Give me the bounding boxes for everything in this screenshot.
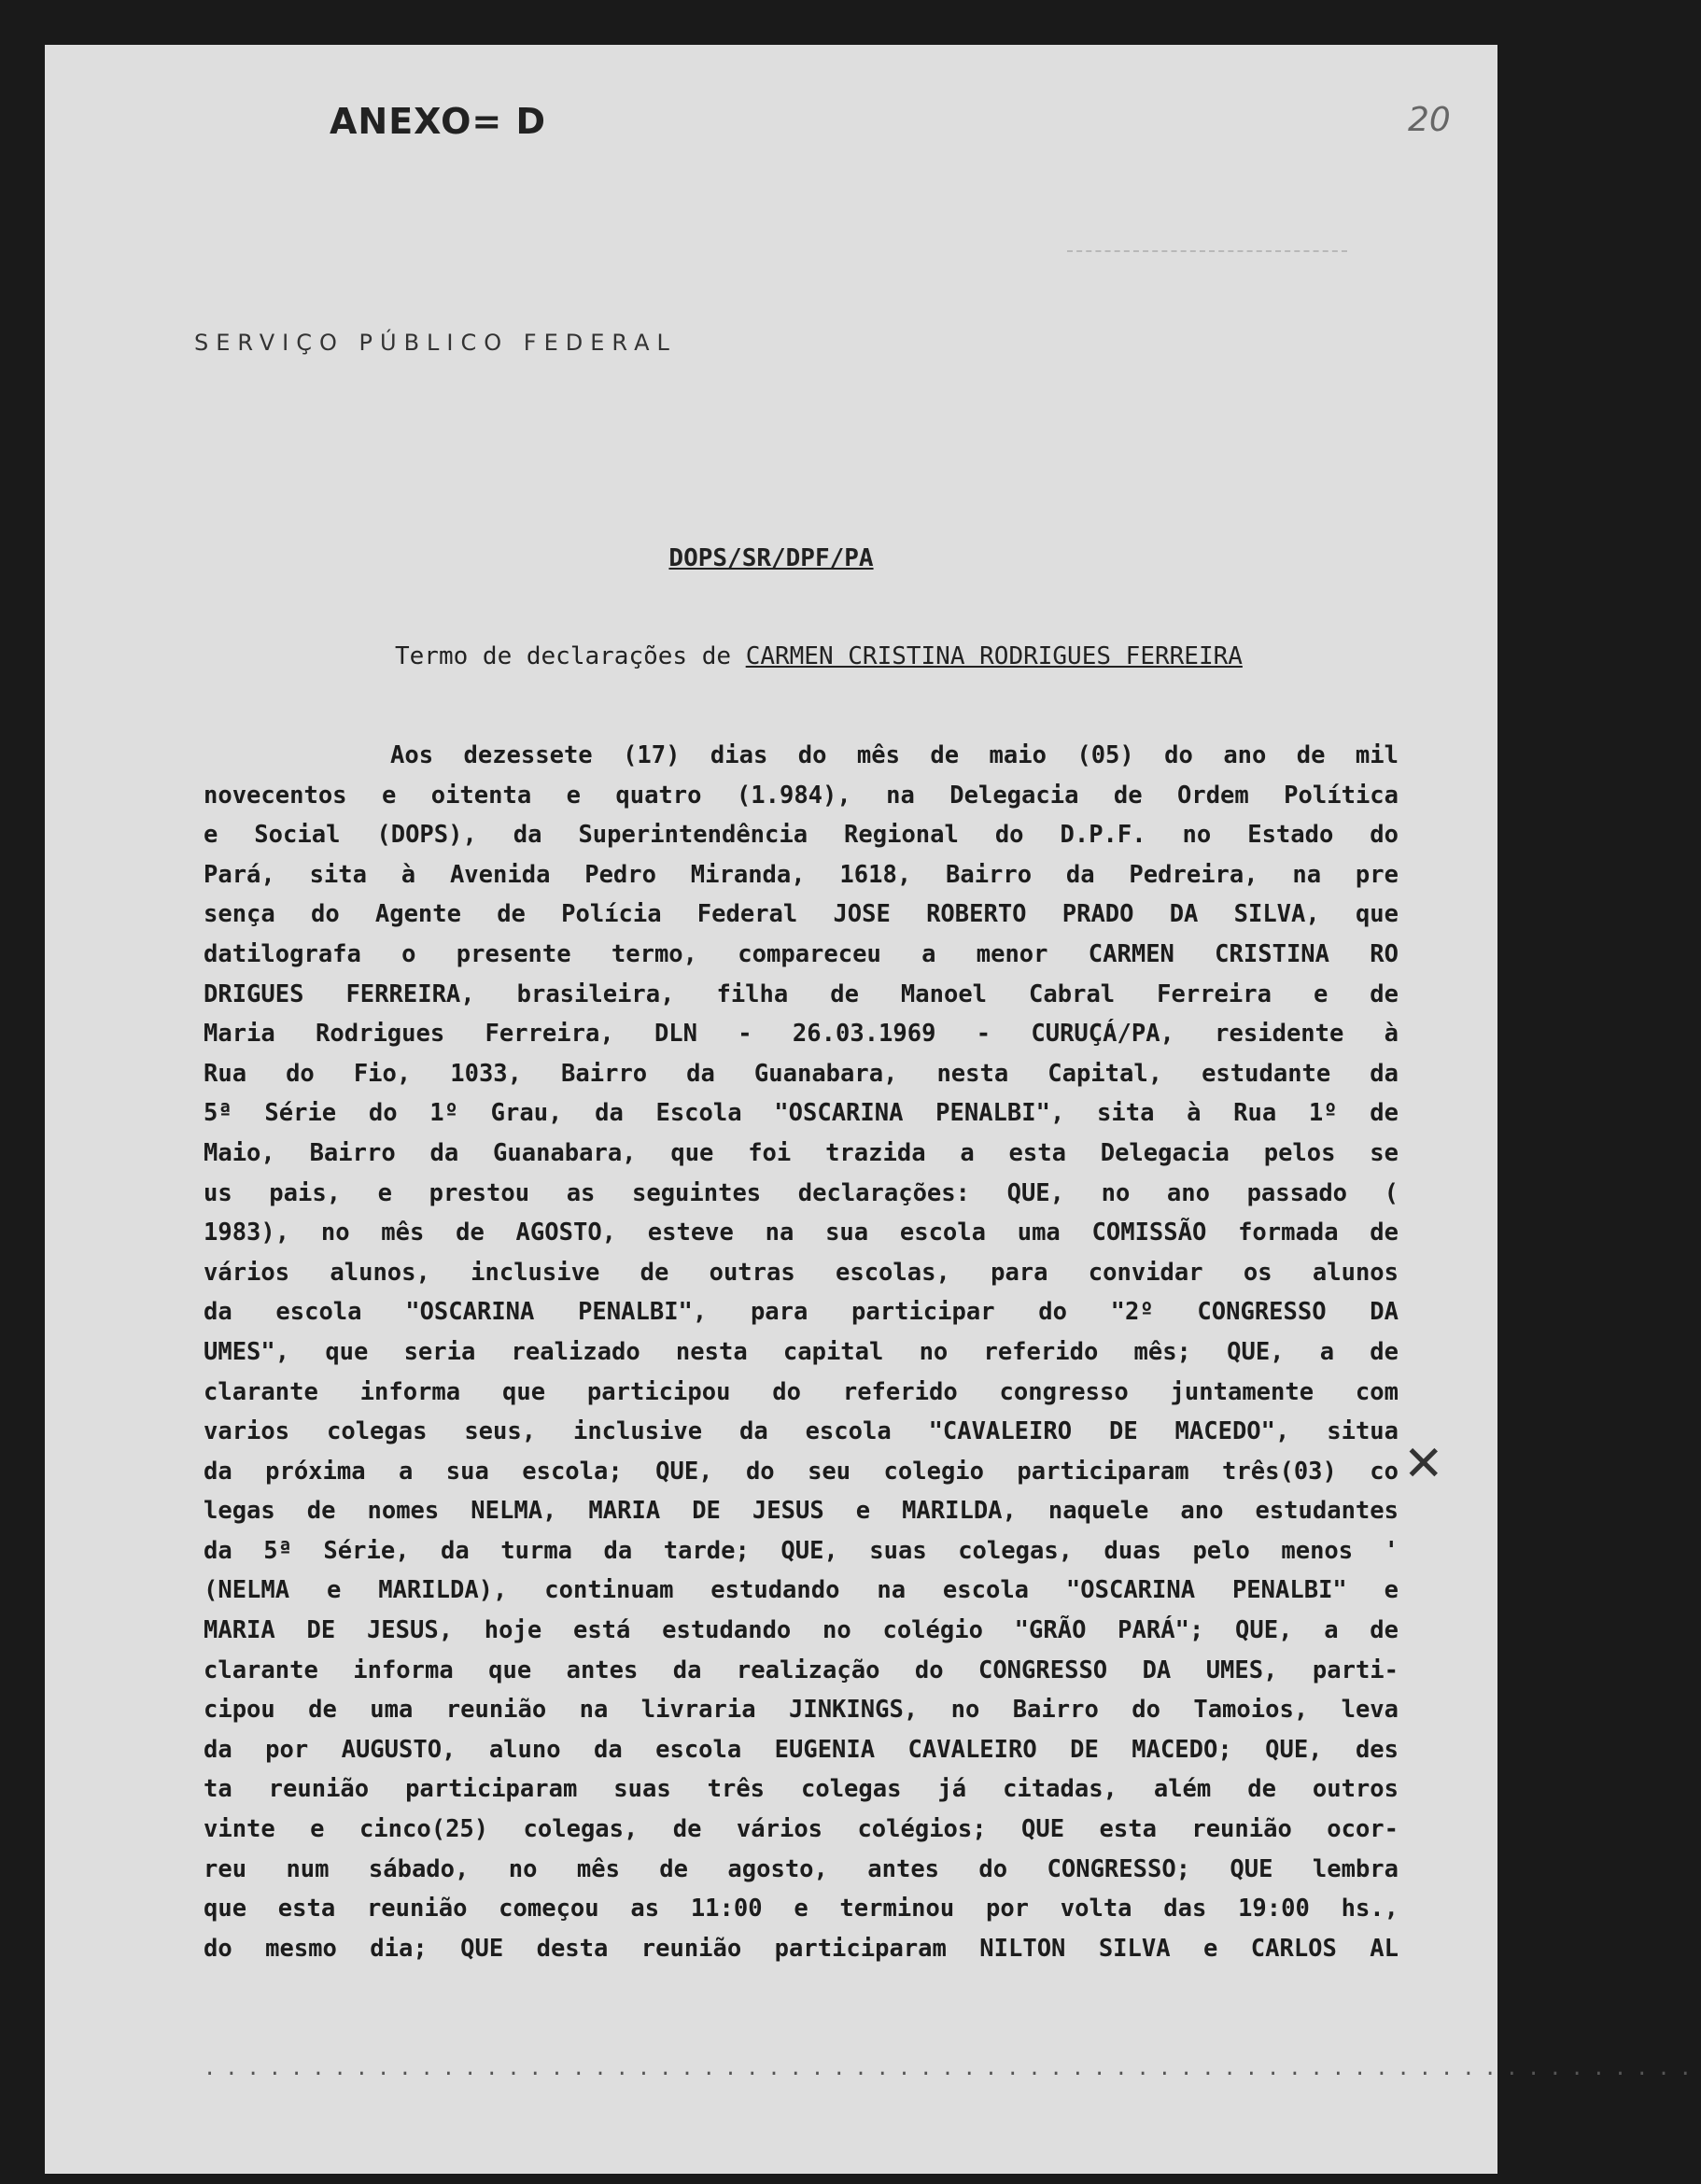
body-line: MARIA DE JESUS, hoje está estudando no colégio "GRÃO PARÁ"; QUE, a de: [204, 1616, 1399, 1645]
body-line: clarante informa que antes da realização do CONGRESSO DA UMES, parti-: [204, 1656, 1399, 1684]
body-line: legas de nomes NELMA, MARIA DE JESUS e MARILDA, naquele ano estudantes: [204, 1497, 1399, 1526]
body-line: Maria Rodrigues Ferreira, DLN - 26.03.1969 - CURUÇÁ/PA, residente à: [204, 1020, 1399, 1049]
body-line: e Social (DOPS), da Superintendência Regional do D.P.F. no Estado do: [204, 821, 1399, 850]
document-page: [45, 45, 1701, 2174]
body-line: que esta reunião começou as 11:00 e terminou por volta das 19:00 hs.,: [204, 1895, 1399, 1923]
division-code: DOPS/SR/DPF/PA: [668, 544, 874, 572]
termo-title: [395, 642, 1243, 670]
body-line: vinte e cinco(25) colegas, de vários colégios; QUE esta reunião ocor-: [204, 1815, 1399, 1844]
declarant-name: CARMEN CRISTINA RODRIGUES FERREIRA: [745, 642, 1243, 670]
body-line: 1983), no mês de AGOSTO, esteve na sua escola uma COMISSÃO formada de: [204, 1219, 1399, 1247]
body-line: cipou de uma reunião na livraria JINKINGS, no Bairro do Tamoios, leva: [204, 1696, 1399, 1725]
body-line: reu num sábado, no mês de agosto, antes do CONGRESSO; QUE lembra: [204, 1854, 1399, 1883]
body-line: UMES", que seria realizado nesta capital no referido mês; QUE, a de: [204, 1337, 1399, 1366]
body-line: DRIGUES FERREIRA, brasileira, filha de Manoel Cabral Ferreira e de: [204, 979, 1399, 1008]
body-line: novecentos e oitenta e quatro (1.984), na Delegacia de Ordem Política: [204, 781, 1399, 810]
body-line: Rua do Fio, 1033, Bairro da Guanabara, nesta Capital, estudante da: [204, 1059, 1399, 1088]
body-line: sença do Agente de Polícia Federal JOSE ROBERTO PRADO DA SILVA, que: [204, 900, 1399, 929]
body-line: clarante informa que participou do referido congresso juntamente com: [204, 1377, 1399, 1406]
body-line: Aos dezessete (17) dias do mês de maio (05) do ano de mil: [390, 741, 1399, 769]
annex-label: ANEXO= D: [330, 101, 547, 142]
declaration-body: [204, 736, 1399, 1968]
body-line: datilografa o presente termo, compareceu a menor CARMEN CRISTINA RO: [204, 939, 1399, 968]
margin-x-mark: ✕: [1403, 1436, 1444, 1492]
letterhead: SERVIÇO PÚBLICO FEDERAL: [194, 330, 677, 356]
body-line: da próxima a sua escola; QUE, do seu colegio participaram três(03) co: [204, 1457, 1399, 1486]
body-line: vários alunos, inclusive de outras escolas, para convidar os alunos: [204, 1258, 1399, 1287]
body-line: us pais, e prestou as seguintes declarações: QUE, no ano passado (: [204, 1178, 1399, 1207]
body-line: ta reunião participaram suas três colegas já citadas, além de outros: [204, 1775, 1399, 1804]
body-line: varios colegas seus, inclusive da escola "CAVALEIRO DE MACEDO", situa: [204, 1417, 1399, 1446]
footer-dots: .....................................................................: [204, 2057, 1701, 2080]
body-line: da 5ª Série, da turma da tarde; QUE, suas colegas, duas pelo menos ': [204, 1536, 1399, 1565]
body-line: da escola "OSCARINA PENALBI", para participar do "2º CONGRESSO DA: [204, 1298, 1399, 1327]
body-line: 5ª Série do 1º Grau, da Escola "OSCARINA PENALBI", sita à Rua 1º de: [204, 1099, 1399, 1128]
body-line: da por AUGUSTO, aluno da escola EUGENIA CAVALEIRO DE MACEDO; QUE, des: [204, 1735, 1399, 1764]
page-number: 20: [1408, 101, 1451, 139]
termo-prefix: Termo de declarações de: [395, 642, 732, 670]
body-line: Maio, Bairro da Guanabara, que foi trazida a esta Delegacia pelos se: [204, 1138, 1399, 1167]
dashed-rule: [1067, 250, 1347, 252]
body-line: do mesmo dia; QUE desta reunião participaram NILTON SILVA e CARLOS AL: [204, 1934, 1399, 1963]
body-line: Pará, sita à Avenida Pedro Miranda, 1618, Bairro da Pedreira, na pre: [204, 860, 1399, 889]
body-line: (NELMA e MARILDA), continuam estudando na escola "OSCARINA PENALBI" e: [204, 1576, 1399, 1605]
